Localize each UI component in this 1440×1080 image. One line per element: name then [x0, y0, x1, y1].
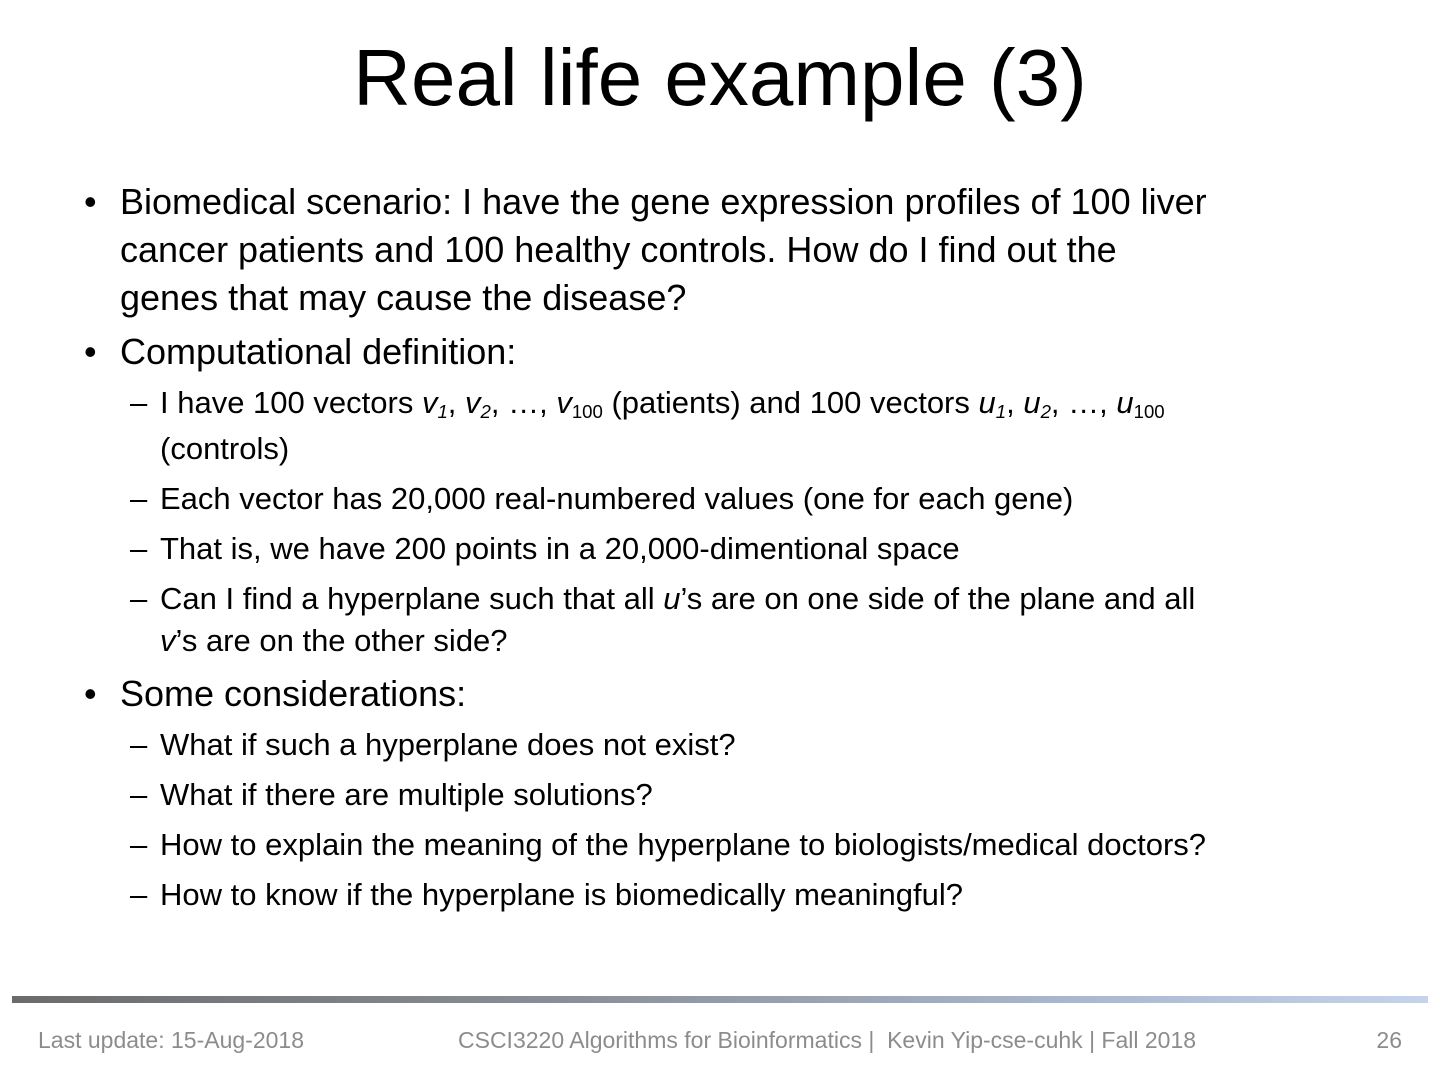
bullet-biomedical-scenario	[84, 178, 1374, 322]
sub-bullet-points-space	[84, 528, 1374, 570]
bullet-text: Some considerations:	[120, 673, 467, 714]
math-u: u	[663, 581, 681, 616]
slide-content	[84, 178, 1374, 924]
footer-last-update: Last update: 15-Aug-2018	[38, 1027, 304, 1053]
bullet-icon: •	[84, 673, 97, 714]
math-v: v	[421, 385, 438, 420]
bullet-icon: •	[84, 181, 97, 222]
subscript: 100	[571, 400, 603, 422]
bullet-text: Computational definition:	[120, 331, 517, 372]
dash-icon: –	[130, 777, 148, 812]
dash-icon: –	[130, 827, 148, 862]
subscript: 100	[1133, 400, 1165, 422]
bullet-text-line: genes that may cause the disease?	[120, 277, 687, 318]
sub-bullet-text: Each vector has 20,000 real-numbered values (one for each gene)	[160, 481, 1074, 516]
sub-bullet-text: That is, we have 200 points in a 20,000-dimentional space	[160, 531, 960, 566]
math-v: v	[465, 385, 481, 420]
text-part: , …,	[1050, 385, 1117, 420]
math-v: v	[556, 385, 572, 420]
math-v: v	[160, 623, 176, 658]
text-part: ’s are on the other side?	[175, 623, 508, 658]
dash-icon: –	[130, 385, 148, 420]
dash-icon: –	[130, 727, 148, 762]
sub-bullet-text: How to explain the meaning of the hyperplane to biologists/medical doctors?	[160, 827, 1207, 862]
dash-icon: –	[130, 481, 148, 516]
text-part: Can I find a hyperplane such that all	[160, 581, 664, 616]
sub-bullet-text	[160, 382, 1374, 428]
sub-bullet-text: How to know if the hyperplane is biomedically meaningful?	[160, 877, 963, 912]
dash-icon: –	[130, 531, 148, 566]
text-part: ’s are on one side of the plane and all	[680, 581, 1196, 616]
sub-bullet-text: What if such a hyperplane does not exist?	[160, 727, 736, 762]
text-part: I have 100 vectors	[160, 385, 422, 420]
footer-course-info: CSCI3220 Algorithms for Bioinformatics | Kevin Yip-cse-cuhk | Fall 2018	[458, 1027, 1197, 1053]
bullet-some-considerations	[84, 670, 1374, 718]
sub-bullet-biomedically-meaningful	[84, 874, 1374, 916]
sub-bullet-vectors	[84, 382, 1374, 470]
subscript: 2	[1040, 400, 1051, 422]
subscript: 2	[480, 400, 491, 422]
bullet-text-line: cancer patients and 100 healthy controls. How do I find out the	[120, 229, 1117, 270]
sub-bullet-text: What if there are multiple solutions?	[160, 777, 653, 812]
subscript: 1	[437, 400, 448, 422]
text-part: ,	[1006, 385, 1024, 420]
bullet-icon: •	[84, 331, 97, 372]
bullet-computational-definition	[84, 328, 1374, 376]
math-u: u	[1116, 385, 1134, 420]
footer-page-number: 26	[1376, 1027, 1402, 1053]
math-u: u	[978, 385, 996, 420]
sub-bullet-vector-values	[84, 478, 1374, 520]
dash-icon: –	[130, 581, 148, 616]
sub-bullet-no-hyperplane	[84, 724, 1374, 766]
text-part: (patients) and 100 vectors	[602, 385, 979, 420]
sub-bullet-hyperplane-question	[84, 578, 1374, 662]
sub-bullet-multiple-solutions	[84, 774, 1374, 816]
subscript: 1	[995, 400, 1007, 422]
sub-bullet-text-line	[160, 620, 1374, 662]
bullet-text-line: Biomedical scenario: I have the gene expression profiles of 100 liver	[120, 181, 1207, 222]
footer-divider	[12, 996, 1428, 1003]
text-part: , …,	[490, 385, 557, 420]
sub-bullet-text-line: (controls)	[160, 431, 290, 466]
math-u: u	[1023, 385, 1041, 420]
slide-title: Real life example (3)	[353, 33, 1087, 122]
text-part: ,	[447, 385, 466, 420]
dash-icon: –	[130, 877, 148, 912]
sub-bullet-text-line	[160, 578, 1374, 620]
sub-bullet-explain-meaning	[84, 824, 1374, 866]
